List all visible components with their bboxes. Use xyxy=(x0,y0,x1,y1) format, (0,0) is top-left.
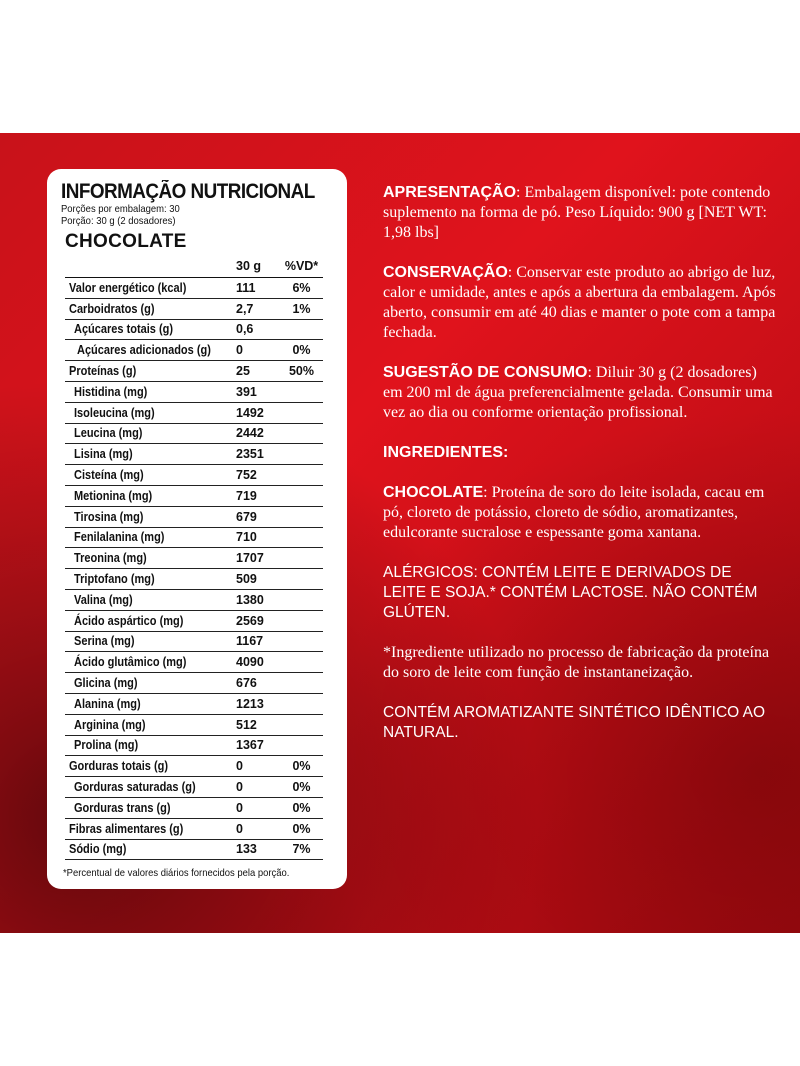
nutrient-daily-value xyxy=(280,485,323,506)
nutrient-quantity: 2569 xyxy=(234,610,280,631)
product-info-panel xyxy=(0,133,800,933)
nutrient-quantity: 2,7 xyxy=(234,298,280,319)
conservation-section xyxy=(383,263,778,343)
nutrition-row xyxy=(65,673,323,694)
nutrient-name: Proteínas (g) xyxy=(65,361,234,382)
nutrient-name: Leucina (mg) xyxy=(65,423,234,444)
presentation-text: : Embalagem disponível: pote contendo suplemento na forma de pó. Peso Líquido: 900 g [NET WT: 1,98 lbs] xyxy=(383,184,771,241)
nutrient-daily-value xyxy=(280,402,323,423)
nutrient-name: Serina (mg) xyxy=(65,631,234,652)
suggestion-label: SUGESTÃO DE CONSUMO xyxy=(383,364,588,381)
nutrition-row xyxy=(65,714,323,735)
nutrient-name: Ácido aspártico (mg) xyxy=(65,610,234,631)
chocolate-ingredients-text: : Proteína de soro do leite isolada, cacau em pó, cloreto de potássio, cloreto de sódio, aromatizantes, edulcorante sucralose e espessante goma xantana. xyxy=(383,484,765,541)
nutrient-quantity: 0 xyxy=(234,797,280,818)
nutrition-row xyxy=(65,278,323,299)
nutrient-daily-value xyxy=(280,548,323,569)
nutrient-name: Fenilalanina (mg) xyxy=(65,527,234,548)
nutrient-name: Arginina (mg) xyxy=(65,714,234,735)
nutrient-name: Triptofano (mg) xyxy=(65,569,234,590)
serving-size: Porção: 30 g (2 dosadores) xyxy=(61,215,176,227)
nutrient-quantity: 25 xyxy=(234,361,280,382)
nutrient-quantity: 2351 xyxy=(234,444,280,465)
nutrition-row xyxy=(65,506,323,527)
ingredients-colon: : xyxy=(503,444,509,461)
nutrient-name: Gorduras totais (g) xyxy=(65,756,234,777)
nutrition-row xyxy=(65,444,323,465)
nutrient-quantity: 4090 xyxy=(234,652,280,673)
nutrient-daily-value xyxy=(280,673,323,694)
nutrient-quantity: 752 xyxy=(234,465,280,486)
presentation-label: APRESENTAÇÃO xyxy=(383,184,517,201)
nutrient-daily-value xyxy=(280,381,323,402)
nutrition-row xyxy=(65,652,323,673)
nutrient-daily-value xyxy=(280,527,323,548)
conservation-text: : Conservar este produto ao abrigo de luz, calor e umidade, antes e após a abertura da embalagem. Após aberto, consumir em até 40 dias e manter o pote com a tampa fechada. xyxy=(383,264,776,341)
nutrition-row xyxy=(65,589,323,610)
nutrient-quantity: 1367 xyxy=(234,735,280,756)
nutrient-name: Glicina (mg) xyxy=(65,673,234,694)
nutrition-row xyxy=(65,569,323,590)
header-name xyxy=(65,255,234,278)
nutrient-daily-value: 1% xyxy=(280,298,323,319)
nutrient-daily-value xyxy=(280,693,323,714)
nutrition-row xyxy=(65,797,323,818)
nutrient-daily-value xyxy=(280,652,323,673)
nutrient-daily-value xyxy=(280,569,323,590)
nutrient-quantity: 391 xyxy=(234,381,280,402)
nutrition-row xyxy=(65,361,323,382)
nutrition-footnote: *Percentual de valores diários fornecidos pela porção. xyxy=(63,867,290,880)
nutrition-row xyxy=(65,402,323,423)
nutrition-row xyxy=(65,319,323,340)
ingredient-footnote: *Ingrediente utilizado no processo de fabricação da proteína do soro de leite com função de instantaneização. xyxy=(383,644,770,681)
nutrient-quantity: 676 xyxy=(234,673,280,694)
nutrient-quantity: 111 xyxy=(234,278,280,299)
nutrient-quantity: 679 xyxy=(234,506,280,527)
nutrient-name: Gorduras saturadas (g) xyxy=(65,777,234,798)
nutrient-daily-value xyxy=(280,589,323,610)
header-vd: %VD* xyxy=(280,255,323,278)
nutrient-quantity: 133 xyxy=(234,839,280,860)
nutrient-daily-value xyxy=(280,444,323,465)
nutrient-daily-value: 0% xyxy=(280,340,323,361)
nutrition-row xyxy=(65,631,323,652)
nutrient-name: Alanina (mg) xyxy=(65,693,234,714)
nutrient-name: Metionina (mg) xyxy=(65,485,234,506)
conservation-label: CONSERVAÇÃO xyxy=(383,264,508,281)
nutrient-quantity: 0 xyxy=(234,756,280,777)
nutrient-name: Açúcares adicionados (g) xyxy=(65,340,234,361)
nutrient-quantity: 0,6 xyxy=(234,319,280,340)
nutrient-name: Tirosina (mg) xyxy=(65,506,234,527)
nutrition-row xyxy=(65,381,323,402)
nutrition-row xyxy=(65,756,323,777)
nutrient-name: Histidina (mg) xyxy=(65,381,234,402)
nutrient-name: Prolina (mg) xyxy=(65,735,234,756)
servings-per-package: Porções por embalagem: 30 xyxy=(61,203,180,215)
nutrient-name: Isoleucina (mg) xyxy=(65,402,234,423)
nutrient-daily-value: 7% xyxy=(280,839,323,860)
nutrient-daily-value xyxy=(280,423,323,444)
nutrient-daily-value xyxy=(280,319,323,340)
nutrient-quantity: 719 xyxy=(234,485,280,506)
nutrient-daily-value xyxy=(280,610,323,631)
nutrient-daily-value: 0% xyxy=(280,818,323,839)
header-qty: 30 g xyxy=(234,255,280,278)
nutrient-quantity: 1707 xyxy=(234,548,280,569)
nutrition-row xyxy=(65,693,323,714)
suggestion-section xyxy=(383,363,778,423)
nutrient-quantity: 512 xyxy=(234,714,280,735)
nutrient-daily-value: 50% xyxy=(280,361,323,382)
nutrient-name: Treonina (mg) xyxy=(65,548,234,569)
nutrient-name: Cisteína (mg) xyxy=(65,465,234,486)
nutrient-daily-value xyxy=(280,631,323,652)
chocolate-ingredients-section xyxy=(383,483,778,543)
nutrient-name: Açúcares totais (g) xyxy=(65,319,234,340)
nutrition-row xyxy=(65,298,323,319)
nutrition-row xyxy=(65,340,323,361)
nutrient-quantity: 2442 xyxy=(234,423,280,444)
nutrition-row xyxy=(65,735,323,756)
nutrient-quantity: 1492 xyxy=(234,402,280,423)
nutrition-row xyxy=(65,610,323,631)
nutrient-name: Valor energético (kcal) xyxy=(65,278,234,299)
nutrient-quantity: 0 xyxy=(234,777,280,798)
nutrient-quantity: 509 xyxy=(234,569,280,590)
nutrient-daily-value: 0% xyxy=(280,756,323,777)
chocolate-label: CHOCOLATE xyxy=(383,484,484,501)
nutrient-name: Fibras alimentares (g) xyxy=(65,818,234,839)
nutrient-name: Gorduras trans (g) xyxy=(65,797,234,818)
suggestion-text: : Diluir 30 g (2 dosadores) em 200 ml de água preferencialmente gelada. Consumir uma vez ao dia ou conforme orientação profissional. xyxy=(383,364,773,421)
ingredients-section xyxy=(383,443,778,463)
nutrition-title: INFORMAÇÃO NUTRICIONAL xyxy=(61,180,315,203)
nutrition-facts-card xyxy=(47,169,347,889)
nutrition-row xyxy=(65,485,323,506)
nutrient-name: Carboidratos (g) xyxy=(65,298,234,319)
nutrition-row xyxy=(65,465,323,486)
allergens-warning: ALÉRGICOS: CONTÉM LEITE E DERIVADOS DE LEITE E SOJA.* CONTÉM LACTOSE. NÃO CONTÉM GLÚTEN. xyxy=(383,564,758,621)
nutrient-daily-value: 0% xyxy=(280,777,323,798)
nutrient-name: Sódio (mg) xyxy=(65,839,234,860)
nutrition-table xyxy=(65,255,323,860)
nutrient-quantity: 0 xyxy=(234,818,280,839)
nutrient-quantity: 710 xyxy=(234,527,280,548)
nutrient-quantity: 0 xyxy=(234,340,280,361)
nutrition-row xyxy=(65,777,323,798)
nutrient-quantity: 1380 xyxy=(234,589,280,610)
nutrient-name: Ácido glutâmico (mg) xyxy=(65,652,234,673)
nutrient-name: Lisina (mg) xyxy=(65,444,234,465)
nutrient-daily-value xyxy=(280,735,323,756)
nutrient-daily-value xyxy=(280,465,323,486)
nutrient-daily-value: 6% xyxy=(280,278,323,299)
nutrition-row xyxy=(65,818,323,839)
product-description xyxy=(383,183,778,763)
nutrient-quantity: 1167 xyxy=(234,631,280,652)
ingredients-label: INGREDIENTES xyxy=(383,444,504,461)
nutrition-row xyxy=(65,548,323,569)
nutrient-name: Valina (mg) xyxy=(65,589,234,610)
nutrient-quantity: 1213 xyxy=(234,693,280,714)
nutrient-daily-value: 0% xyxy=(280,797,323,818)
nutrition-row xyxy=(65,527,323,548)
nutrition-row xyxy=(65,423,323,444)
nutrient-daily-value xyxy=(280,714,323,735)
flavoring-notice: CONTÉM AROMATIZANTE SINTÉTICO IDÊNTICO AO NATURAL. xyxy=(383,704,766,741)
nutrient-daily-value xyxy=(280,506,323,527)
nutrition-row xyxy=(65,839,323,860)
nutrition-table-header xyxy=(65,255,323,278)
presentation-section xyxy=(383,183,778,243)
flavor-name: CHOCOLATE xyxy=(65,231,187,252)
